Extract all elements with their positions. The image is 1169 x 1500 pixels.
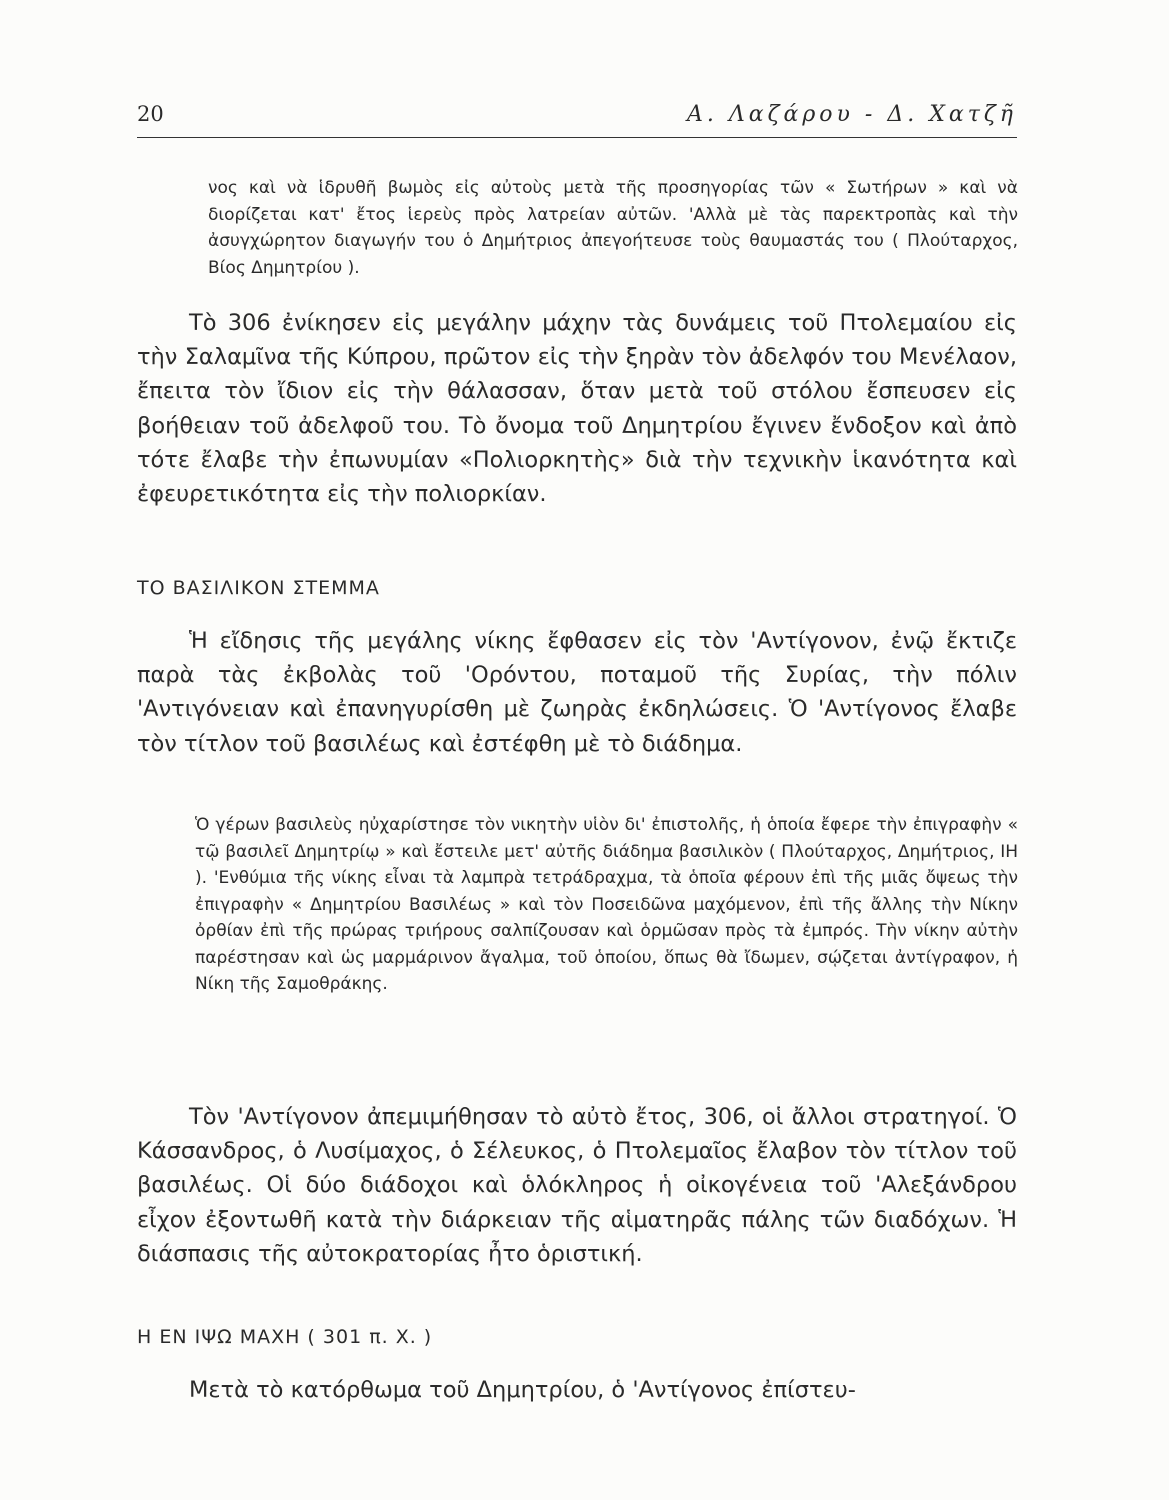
footnote-middle: Ὁ γέρων βασιλεὺς ηὐχαρίστησε τὸν νικητὴν υἱὸν δι' ἐπιστολῆς, ἡ ὁποία ἔφερε τὴν ἐπιγραφὴν « τῷ βασιλεῖ Δημητρίῳ » καὶ ἔστειλε μετ' αὐτῆς διάδημα βασιλικὸν ( Πλούταρχος, Δημήτριος, ΙΗ ). 'Ενθύμια τῆς νίκης εἶναι τὰ λαμπρὰ τετράδραχμα, τὰ ὁποῖα φέρουν ἐπὶ τῆς μιᾶς ὄψεως τὴν ἐπιγραφὴν « Δημητρίου Βασιλέως » καὶ τὸν Ποσειδῶνα μαχόμενον, ἐπὶ τῆς ἄλλης τὴν Νίκην ὀρθίαν ἐπὶ τῆς πρώρας τριήρους σαλπίζουσαν καὶ ὁρμῶσαν πρὸς τὰ ἐμπρός. Τὴν νίκην αὐτὴν παρέστησαν καὶ ὡς μαρμάρινον ἄγαλμα, τοῦ ὁποίου, ὅπως θὰ ἴδωμεν, σῴζεται ἀντίγραφον, ἡ Νίκη τῆς Σαμοθράκης.	[195, 815, 1018, 994]
footnote-top: νος καὶ νὰ ἱδρυθῆ βωμὸς εἰς αὐτοὺς μετὰ τῆς προσηγορίας τῶν « Σωτήρων » καὶ νὰ διορίζεται κατ' ἔτος ἱερεὺς πρὸς λατρείαν αὐτῶν. 'Αλλὰ μὲ τὰς παρεκτροπὰς καὶ τὴν ἀσυγχώρητον διαγωγήν του ὁ Δημήτριος ἀπεγοήτευσε τοὺς θαυμαστάς του ( Πλούταρχος, Βίος Δημητρίου ).	[208, 178, 1018, 278]
paragraph-1: Τὸ 306 ἐνίκησεν εἰς μεγάλην μάχην τὰς δυνάμεις τοῦ Πτολεμαίου εἰς τὴν Σαλαμῖνα τῆς Κύπρου, πρῶτον εἰς τὴν ξηρὰν τὸν ἀδελφόν του Μενέλαον, ἔπειτα τὸν ἴδιον εἰς τὴν θάλασσαν, ὅταν μετὰ τοῦ στόλου ἔσπευσεν εἰς βοήθειαν τοῦ ἀδελφοῦ του. Τὸ ὄνομα τοῦ Δημητρίου ἔγινεν ἔνδοξον καὶ ἀπὸ τότε ἔλαβε τὴν ἐπωνυμίαν «Πολιορκητὴς» διὰ τὴν τεχνικὴν ἱκανότητα καὶ ἐφευρετικότητα εἰς τὴν πολιορκίαν.	[137, 310, 1017, 508]
page-header	[137, 98, 1017, 138]
paragraph-3: Τὸν 'Αντίγονον ἀπεμιμήθησαν τὸ αὐτὸ ἔτος, 306, οἱ ἄλλοι στρατηγοί. Ὁ Κάσσανδρος, ὁ Λυσίμαχος, ὁ Σέλευκος, ὁ Πτολεμαῖος ἔλαβον τὸν τίτλον τοῦ βασιλέως. Οἱ δύο διάδοχοι καὶ ὁλόκληρος ἡ οἰκογένεια τοῦ 'Αλεξάνδρου εἶχον ἐξοντωθῆ κατὰ τὴν διάρκειαν τῆς αἱματηρᾶς πάλης τῶν διαδόχων. Ἡ διάσπασις τῆς αὐτοκρατορίας ἦτο ὁριστική.	[137, 1104, 1017, 1267]
section-heading-royal-crown: ΤΟ ΒΑΣΙΛΙΚΟΝ ΣΤΕΜΜΑ	[137, 577, 380, 599]
header-rule	[137, 137, 1017, 138]
section-heading-battle-of-ipsus: Η ΕΝ ΙΨΩ ΜΑΧΗ ( 301 π. Χ. )	[137, 1326, 433, 1348]
paragraph-2: Ἡ εἴδησις τῆς μεγάλης νίκης ἔφθασεν εἰς τὸν 'Αντίγονον, ἐνῷ ἔκτιζε παρὰ τὰς ἐκβολὰς τοῦ 'Ορόντου, ποταμοῦ τῆς Συρίας, τὴν πόλιν 'Αντιγόνειαν καὶ ἐπανηγυρίσθη μὲ ζωηρὰς ἐκδηλώσεις. Ὁ 'Αντίγονος ἔλαβε τὸν τίτλον τοῦ βασιλέως καὶ ἐστέφθη μὲ τὸ διάδημα.	[137, 628, 1017, 757]
paragraph-4: Μετὰ τὸ κατόρθωμα τοῦ Δημητρίου, ὁ 'Αντίγονος ἐπίστευ-	[189, 1377, 856, 1403]
running-head: Α. Λαζάρου - Δ. Χατζῆ	[686, 102, 1017, 127]
page-number: 20	[137, 102, 164, 126]
